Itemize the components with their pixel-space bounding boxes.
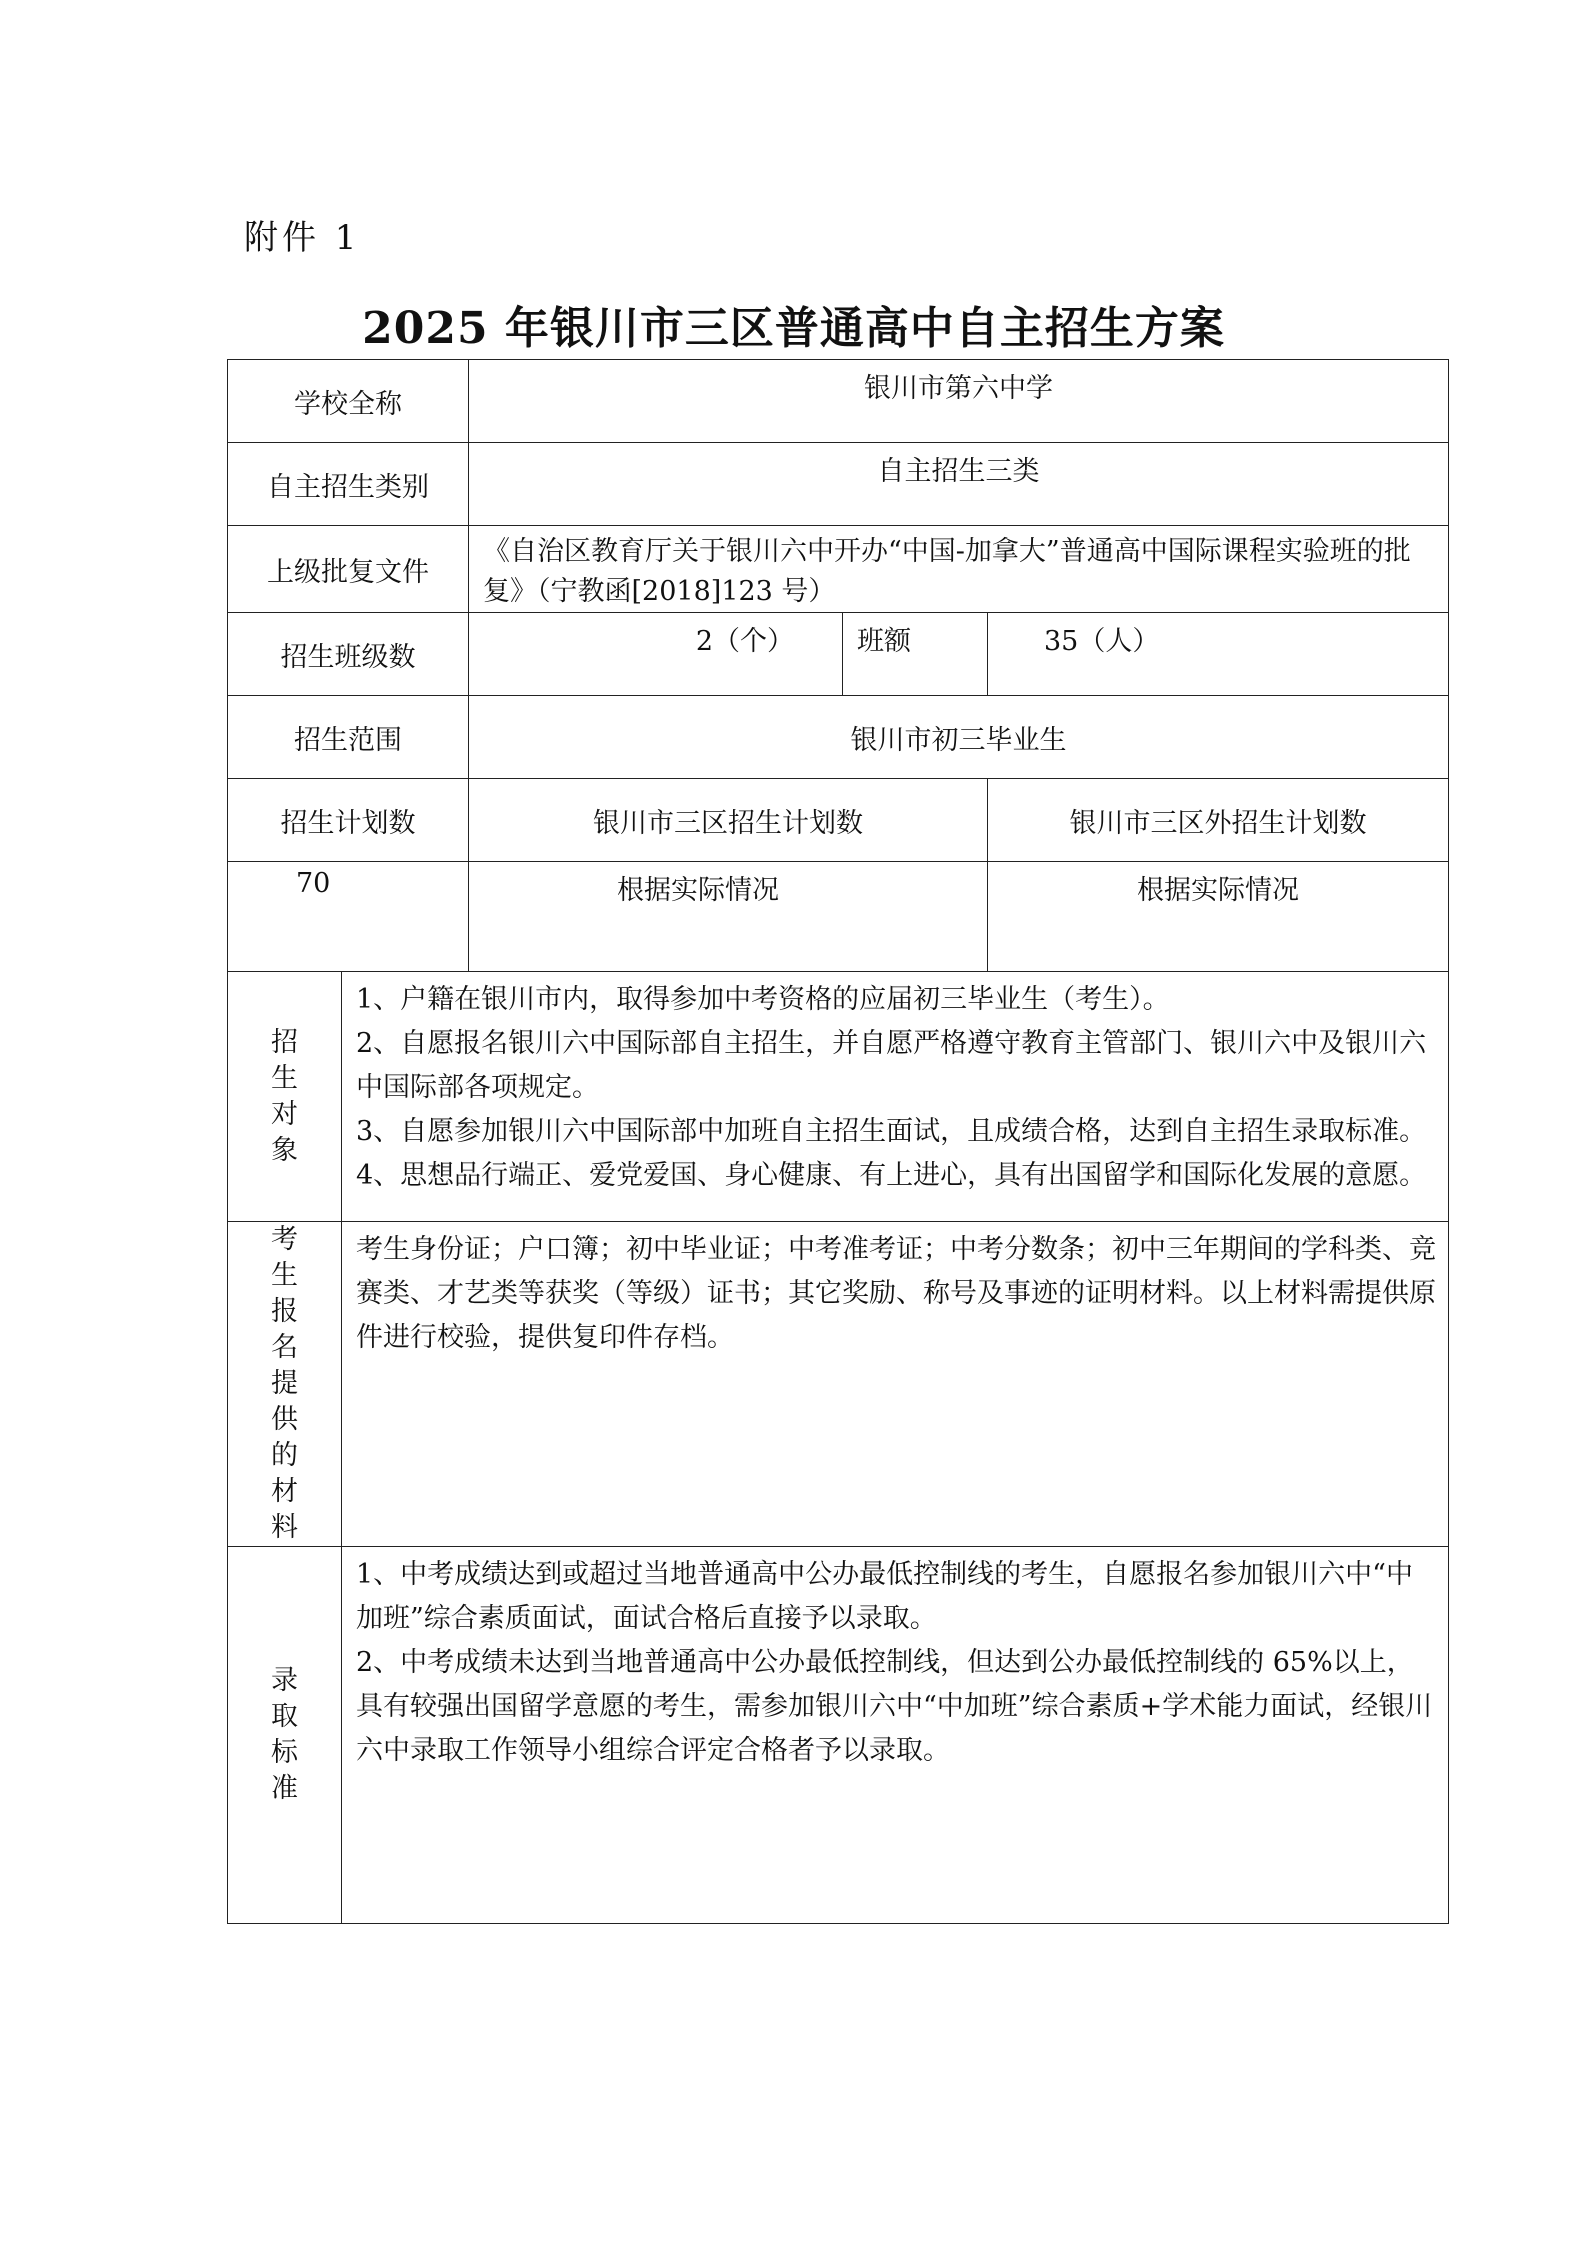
targets-item: 1、户籍在银川市内，取得参加中考资格的应届初三毕业生（考生）。 xyxy=(356,984,1170,1015)
class-size-label: 班额 xyxy=(843,613,988,696)
approval-value: 《自治区教育厅关于银川六中开办“中国-加拿大”普通高中国际课程实验班的批复》（宁教函[2018]123 号） xyxy=(469,526,1449,613)
targets-label-cell xyxy=(228,972,342,1222)
row-school-name xyxy=(228,360,1449,443)
row-targets xyxy=(228,972,1449,1222)
targets-item: 4、思想品行端正、爱党爱国、身心健康、有上进心，具有出国留学和国际化发展的意愿。 xyxy=(356,1160,1427,1191)
targets-content xyxy=(342,972,1449,1222)
school-name-label: 学校全称 xyxy=(228,360,469,443)
targets-item: 2、自愿报名银川六中国际部自主招生，并自愿严格遵守教育主管部门、银川六中及银川六中国际部各项规定。 xyxy=(356,1028,1427,1103)
admission-content xyxy=(342,1547,1449,1924)
materials-label: 考生报名提供的材料 xyxy=(271,1224,298,1543)
row-plan-header xyxy=(228,779,1449,862)
scope-value: 银川市初三毕业生 xyxy=(469,696,1449,779)
class-size-value: 35（人） xyxy=(988,613,1449,696)
plan-outside-value: 根据实际情况 xyxy=(988,862,1449,972)
row-approval xyxy=(228,526,1449,613)
plan-total-value: 70 xyxy=(228,862,469,972)
attachment-label: 附件 1 xyxy=(244,218,361,258)
school-name-value: 银川市第六中学 xyxy=(469,360,1449,443)
materials-label-cell xyxy=(228,1222,342,1547)
scope-label: 招生范围 xyxy=(228,696,469,779)
targets-label: 招生对象 xyxy=(271,1026,298,1166)
admission-item: 1、中考成绩达到或超过当地普通高中公办最低控制线的考生，自愿报名参加银川六中“中加班”综合素质面试，面试合格后直接予以录取。 xyxy=(356,1559,1413,1634)
document-title: 2025 年银川市三区普通高中自主招生方案 xyxy=(362,303,1225,354)
materials-text: 考生身份证；户口簿；初中毕业证；中考准考证；中考分数条；初中三年期间的学科类、竞赛类、才艺类等获奖（等级）证书；其它奖励、称号及事迹的证明材料。以上材料需提供原件进行校验，提供复印件存档。 xyxy=(356,1234,1436,1353)
row-class-count xyxy=(228,613,1449,696)
plan-outside-label: 银川市三区外招生计划数 xyxy=(988,779,1449,862)
admission-label-cell xyxy=(228,1547,342,1924)
admission-plan-table xyxy=(227,359,1449,1924)
targets-item: 3、自愿参加银川六中国际部中加班自主招生面试，且成绩合格，达到自主招生录取标准。 xyxy=(356,1116,1427,1147)
plan-inside-value: 根据实际情况 xyxy=(469,862,988,972)
row-category xyxy=(228,443,1449,526)
row-materials xyxy=(228,1222,1449,1547)
row-scope xyxy=(228,696,1449,779)
approval-label: 上级批复文件 xyxy=(228,526,469,613)
class-count-label: 招生班级数 xyxy=(228,613,469,696)
admission-label: 录取标准 xyxy=(271,1665,298,1804)
plan-inside-label: 银川市三区招生计划数 xyxy=(469,779,988,862)
row-admission xyxy=(228,1547,1449,1924)
materials-content xyxy=(342,1222,1449,1547)
category-value: 自主招生三类 xyxy=(469,443,1449,526)
admission-item: 2、中考成绩未达到当地普通高中公办最低控制线，但达到公办最低控制线的 65%以上，具有较强出国留学意愿的考生，需参加银川六中“中加班”综合素质+学术能力面试，经银川六中录取工作领导小组综合评定合格者予以录取。 xyxy=(356,1647,1433,1766)
row-plan-values xyxy=(228,862,1449,972)
category-label: 自主招生类别 xyxy=(228,443,469,526)
class-count-value: 2（个） xyxy=(469,613,843,696)
plan-label: 招生计划数 xyxy=(228,779,469,862)
